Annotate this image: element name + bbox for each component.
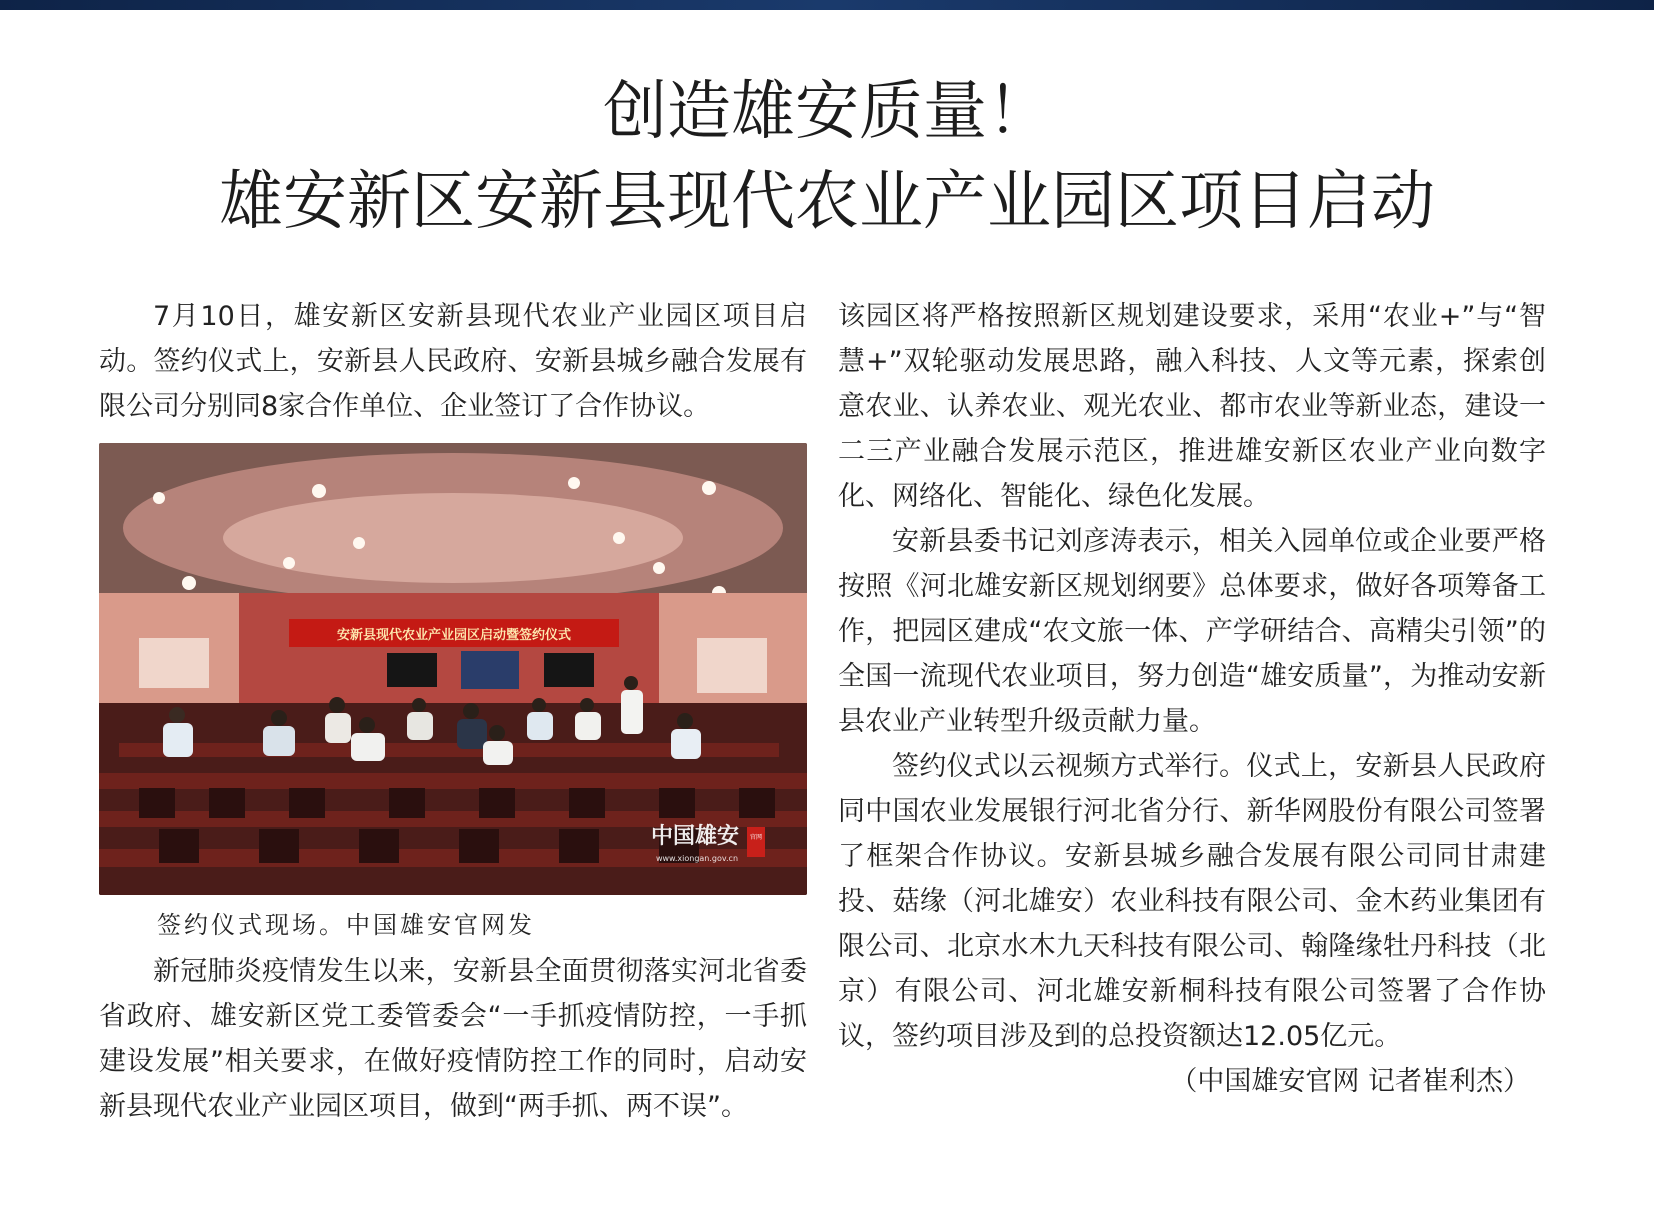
watermark-seal bbox=[747, 827, 765, 857]
signing-ceremony-photo bbox=[99, 443, 807, 895]
photo-watermark-seal: 官网 bbox=[749, 834, 763, 841]
left-column bbox=[99, 294, 807, 1129]
right-paragraph-1: 该园区将严格按照新区规划建设要求，采用“农业+”与“智慧+”双轮驱动发展思路，融入科技、人文等元素，探索创意农业、认养农业、观光农业、都市农业等新业态，建设一二三产业融合发展示范区，推进雄安新区农业产业向数字化、网络化、智能化、绿色化发展。 bbox=[838, 301, 1546, 512]
photo-caption: 签约仪式现场。中国雄安官网发 bbox=[157, 911, 535, 939]
article-credit: （中国雄安官网 记者崔利杰） bbox=[1170, 1066, 1530, 1097]
headline-line-2: 雄安新区安新县现代农业产业园区项目启动 bbox=[219, 165, 1435, 239]
right-paragraph-2: 安新县委书记刘彦涛表示，相关入园单位或企业要严格按照《河北雄安新区规划纲要》总体要求，做好各项筹备工作，把园区建成“农文旅一体、产学研结合、高精尖引领”的全国一流现代农业项目，努力创造“雄安质量”，为推动安新县农业产业转型升级贡献力量。 bbox=[838, 526, 1546, 737]
top-accent-bar bbox=[0, 0, 1654, 10]
photo-watermark: 中国雄安 bbox=[650, 823, 740, 849]
photo-watermark-url: www.xiongan.gov.cn bbox=[655, 854, 739, 863]
left-paragraph-1: 7月10日，雄安新区安新县现代农业产业园区项目启动。签约仪式上，安新县人民政府、安新县城乡融合发展有限公司分别同8家合作单位、企业签订了合作协议。 bbox=[99, 301, 807, 422]
right-column bbox=[838, 294, 1546, 1104]
left-paragraph-2: 新冠肺炎疫情发生以来，安新县全面贯彻落实河北省委省政府、雄安新区党工委管委会“一手抓疫情防控，一手抓建设发展”相关要求，在做好疫情防控工作的同时，启动安新县现代农业产业园区项目，做到“两手抓、两不误”。 bbox=[99, 956, 807, 1122]
headline-line-1: 创造雄安质量！ bbox=[603, 75, 1051, 149]
right-paragraph-3: 签约仪式以云视频方式举行。仪式上，安新县人民政府同中国农业发展银行河北省分行、新华网股份有限公司签署了框架合作协议。安新县城乡融合发展有限公司同甘肃建投、菇缘（河北雄安）农业科技有限公司、金木药业集团有限公司、北京水木九天科技有限公司、翰隆缘牡丹科技（北京）有限公司、河北雄安新桐科技有限公司签署了合作协议，签约项目涉及到的总投资额达12.05亿元。 bbox=[838, 751, 1546, 1052]
photo-banner-text: 安新县现代农业产业园区启动暨签约仪式 bbox=[336, 628, 572, 643]
